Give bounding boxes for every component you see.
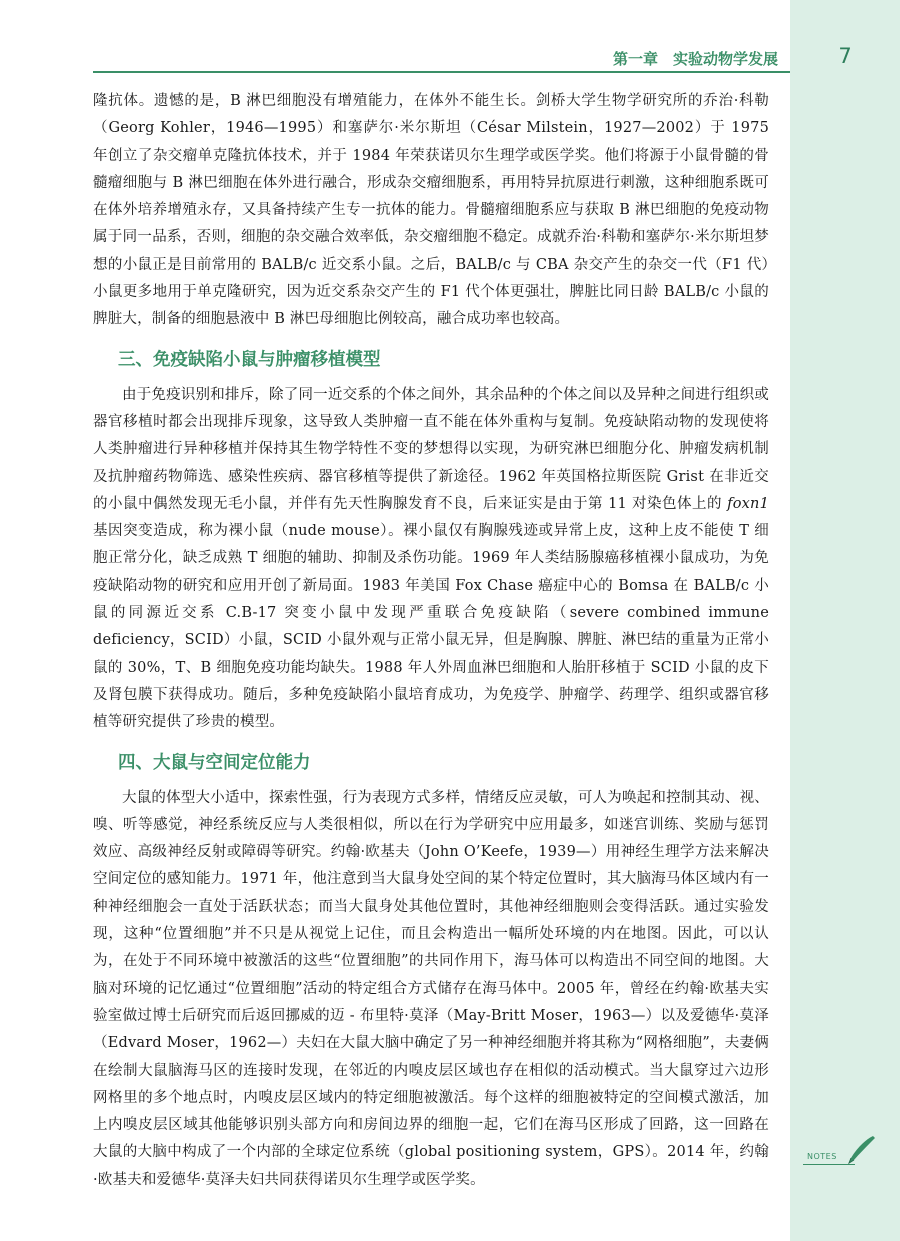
header-rule [93, 71, 790, 73]
paragraph-immunodeficient-mice [93, 382, 769, 737]
page-body [93, 88, 769, 1194]
gene-name: foxn1 [727, 495, 769, 512]
paragraph-immunodeficient-mice-part-2: 基因突变造成，称为裸小鼠（nude mouse）。裸小鼠仅有胸腺残迹或异常上皮，这种上皮不能使 T 细胞正常分化，缺乏成熟 T 细胞的辅助、抑制及杀伤功能。1969 年人类结肠腺癌移植裸小鼠成功，为免疫缺陷动物的研究和应用开创了新局面。1983 年美国 Fox Chase 癌症中心的 Bomsa 在 BALB/c 小鼠的同源近交系 C.B-17 突变小鼠中发现严重联合免疫缺陷（severe combined immune deficiency，SCID）小鼠，SCID 小鼠外观与正常小鼠无异，但是胸腺、脾脏、淋巴结的重量为正常小鼠的 30%，T、B 细胞免疫功能均缺失。1988 年人外周血淋巴细胞和人胎肝移植于 SCID 小鼠的皮下及肾包膜下获得成功。随后，多种免疫缺陷小鼠培育成功，为免疫学、肿瘤学、药理学、组织或器官移植等研究提供了珍贵的模型。 [93, 523, 769, 731]
chapter-title: 第一章 实验动物学发展 [612, 50, 778, 68]
section-heading-rat-spatial-positioning: 四、大鼠与空间定位能力 [118, 752, 311, 773]
page-number: 7 [838, 44, 852, 68]
section-heading-immunodeficient-mice: 三、免疫缺陷小鼠与肿瘤移植模型 [118, 349, 381, 370]
notes-marker [803, 1134, 883, 1168]
running-header [93, 46, 790, 72]
paragraph-rat-spatial-positioning: 大鼠的体型大小适中，探索性强，行为表现方式多样，情绪反应灵敏，可人为唤起和控制其动、视、嗅、听等感觉，神经系统反应与人类很相似，所以在行为学研究中应用最多，如迷宫训练、奖励与惩罚效应、高级神经反射或障碍等研究。约翰·欧基夫（John O’Keefe，1939—）用神经生理学方法来解决空间定位的感知能力。1971 年，他注意到当大鼠身处空间的某个特定位置时，其大脑海马体区域内有一种神经细胞会一直处于活跃状态；而当大鼠身处其他位置时，其他神经细胞则会变得活跃。通过实验发现，这种“位置细胞”并不只是从视觉上记住，而且会构造出一幅所处环境的内在地图。因此，可以认为，在处于不同环境中被激活的这些“位置细胞”的共同作用下，海马体可以构造出不同空间的地图。大脑对环境的记忆通过“位置细胞”活动的特定组合方式储存在海马体中。2005 年，曾经在约翰·欧基夫实验室做过博士后研究而后返回挪威的迈 - 布里特·莫泽（May-Britt Moser，1963—）以及爱德华·莫泽（Edvard Moser，1962—）夫妇在大鼠大脑中确定了另一种神经细胞并将其称为“网格细胞”，夫妻俩在绘制大鼠脑海马区的连接时发现，在邻近的内嗅皮层区域也存在相似的活动模式。当大鼠穿过六边形网格里的多个地点时，内嗅皮层区域内的特定细胞被激活。每个这样的细胞被特定的空间模式激活，加上内嗅皮层区域其他能够识别头部方向和房间边界的细胞一起，它们在海马区形成了回路，这一回路在大鼠的大脑中构成了一个内部的全球定位系统（global positioning system，GPS）。2014 年，约翰·欧基夫和爱德华·莫泽夫妇共同获得诺贝尔生理学或医学奖。 [93, 789, 769, 1188]
paragraph-immunodeficient-mice-part-1: 由于免疫识别和排斥，除了同一近交系的个体之间外，其余品种的个体之间以及异种之间进行组织或器官移植时都会出现排斥现象，这导致人类肿瘤一直不能在体外重构与复制。免疫缺陷动物的发现使将人类肿瘤进行异种移植并保持其生物学特性不变的梦想得以实现，为研究淋巴细胞分化、肿瘤发病机制及抗肿瘤药物筛选、感染性疾病、器官移植等提供了新途径。1962 年英国格拉斯医院 Grist 在非近交的小鼠中偶然发现无毛小鼠，并伴有先天性胸腺发育不良，后来证实是由于第 11 对染色体上的 [93, 386, 769, 512]
pen-icon [843, 1134, 877, 1166]
notes-label: NOTES [807, 1152, 837, 1161]
notes-margin-strip [790, 0, 900, 1241]
paragraph-monoclonal-antibody: 隆抗体。遗憾的是，B 淋巴细胞没有增殖能力，在体外不能生长。剑桥大学生物学研究所的乔治·科勒（Georg Kohler，1946—1995）和塞萨尔·米尔斯坦（César Milstein，1927—2002）于 1975 年创立了杂交瘤单克隆抗体技术，并于 1984 年荣获诺贝尔生理学或医学奖。他们将源于小鼠骨髓的骨髓瘤细胞与 B 淋巴细胞在体外进行融合，形成杂交瘤细胞系，再用特异抗原进行刺激，这种细胞系既可在体外培养增殖永存，又具备持续产生专一抗体的能力。骨髓瘤细胞系应与获取 B 淋巴细胞的免疫动物属于同一品系，否则，细胞的杂交融合效率低，杂交瘤细胞不稳定。成就乔治·科勒和塞萨尔·米尔斯坦梦想的小鼠正是目前常用的 BALB/c 近交系小鼠。之后，BALB/c 与 CBA 杂交产生的杂交一代（F1 代）小鼠更多地用于单克隆研究，因为近交系杂交产生的 F1 代个体更强壮，脾脏比同日龄 BALB/c 小鼠的脾脏大，制备的细胞悬液中 B 淋巴母细胞比例较高，融合成功率也较高。 [93, 93, 769, 328]
